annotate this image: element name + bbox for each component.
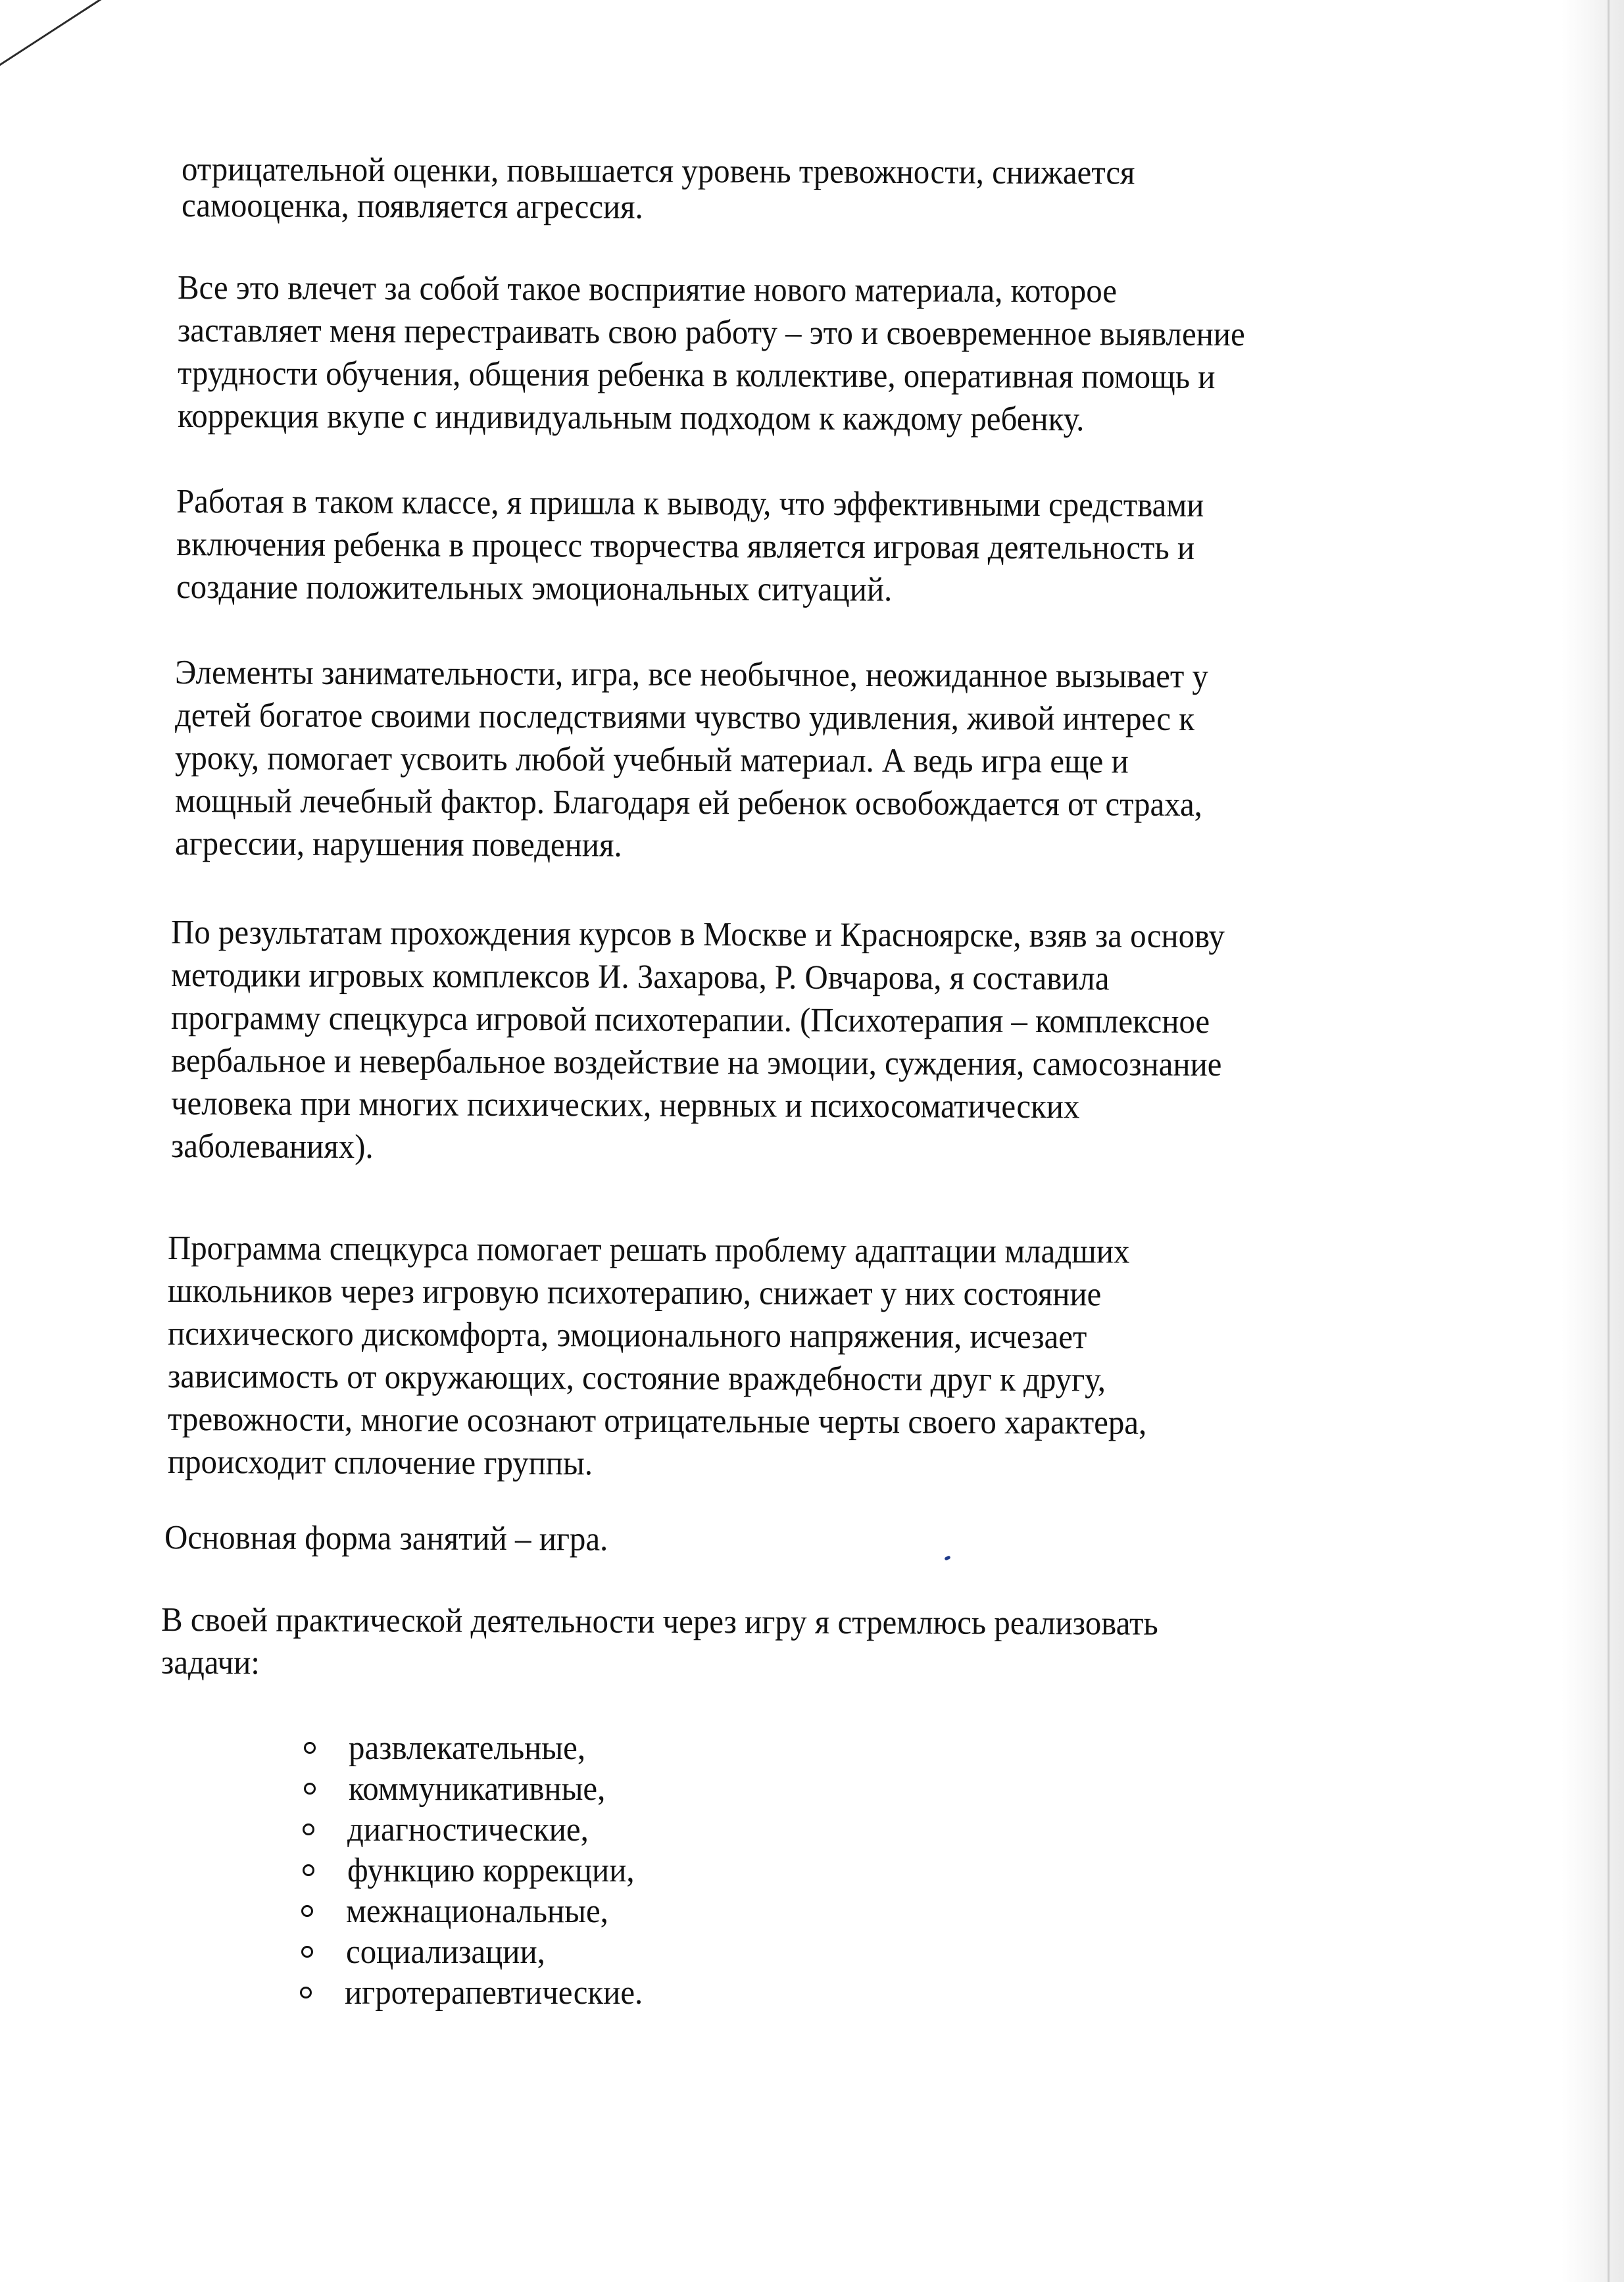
text-line: отрицательной оценки, повышается уровень тревожности, снижается: [181, 151, 1135, 192]
text-line: включения ребенка в процесс творчества является игровая деятельность и: [176, 526, 1195, 567]
text-line: коррекция вкупе с индивидуальным подходом к каждому ребенку.: [177, 397, 1085, 439]
text-line: тревожности, многие осознают отрицательные черты своего характера,: [167, 1401, 1147, 1442]
text-line: Работая в таком классе, я пришла к выводу, что эффективными средствами: [176, 483, 1204, 524]
text-line: самооценка, появляется агрессия.: [181, 187, 643, 226]
text-line: зависимость от окружающих, состояние враждебности друг к другу,: [167, 1358, 1106, 1399]
text-line: заболеваниях).: [170, 1128, 374, 1166]
text-line: вербальное и невербальное воздействие на эмоции, суждения, самосознание: [170, 1042, 1222, 1084]
text-line: Элементы занимательности, игра, все необычное, неожиданное вызывает у: [174, 654, 1209, 696]
text-line: В своей практической деятельности через игру я стремлюсь реализовать: [160, 1601, 1158, 1643]
list-item-label: коммуникативные,: [349, 1770, 606, 1808]
circle-bullet-icon: [304, 1783, 316, 1795]
circle-bullet-icon: [304, 1742, 316, 1754]
text-line: задачи:: [160, 1644, 260, 1682]
text-line: Основная форма занятий – игра.: [164, 1519, 608, 1558]
text-line: школьников через игровую психотерапию, снижает у них состояние: [167, 1272, 1102, 1314]
list-item-label: диагностические,: [347, 1811, 589, 1848]
text-line: человека при многих психических, нервных и психосоматических: [170, 1085, 1080, 1126]
text-line: уроку, помогает усвоить любой учебный материал. А ведь игра еще и: [174, 739, 1129, 781]
text-line: создание положительных эмоциональных ситуаций.: [176, 568, 893, 609]
text-line: мощный лечебный фактор. Благодаря ей ребенок освобождается от страха,: [174, 782, 1203, 824]
text-line: По результатам прохождения курсов в Москве и Красноярске, взяв за основу: [170, 914, 1225, 956]
list-item-label: развлекательные,: [349, 1729, 586, 1767]
text-line: Все это влечет за собой такое восприятие нового материала, которое: [177, 269, 1118, 310]
circle-bullet-icon: [301, 1946, 313, 1958]
text-line: психического дискомфорта, эмоционального напряжения, исчезает: [167, 1315, 1087, 1356]
text-line: заставляет меня перестраивать свою работу – это и своевременное выявление: [177, 312, 1245, 354]
text-line: Программа спецкурса помогает решать проблему адаптации младших: [167, 1229, 1130, 1271]
text-line: происходит сплочение группы.: [167, 1443, 593, 1483]
text-line: программу спецкурса игровой психотерапии. (Психотерапия – комплексное: [170, 999, 1210, 1041]
circle-bullet-icon: [301, 1905, 313, 1917]
list-item-label: игротерапевтические.: [345, 1974, 643, 2012]
text-line: агрессии, нарушения поведения.: [174, 825, 622, 864]
circle-bullet-icon: [303, 1864, 314, 1876]
list-item-label: социализации,: [346, 1933, 545, 1971]
circle-bullet-icon: [300, 1987, 312, 1998]
text-line: трудности обучения, общения ребенка в коллективе, оперативная помощь и: [177, 355, 1216, 397]
text-line: детей богатое своими последствиями чувство удивления, живой интерес к: [174, 697, 1195, 738]
list-item-label: функцию коррекции,: [347, 1852, 635, 1889]
text-line: методики игровых комплексов И. Захарова, Р. Овчарова, я составила: [170, 956, 1110, 998]
list-item-label: межнациональные,: [346, 1893, 608, 1930]
circle-bullet-icon: [303, 1823, 314, 1835]
